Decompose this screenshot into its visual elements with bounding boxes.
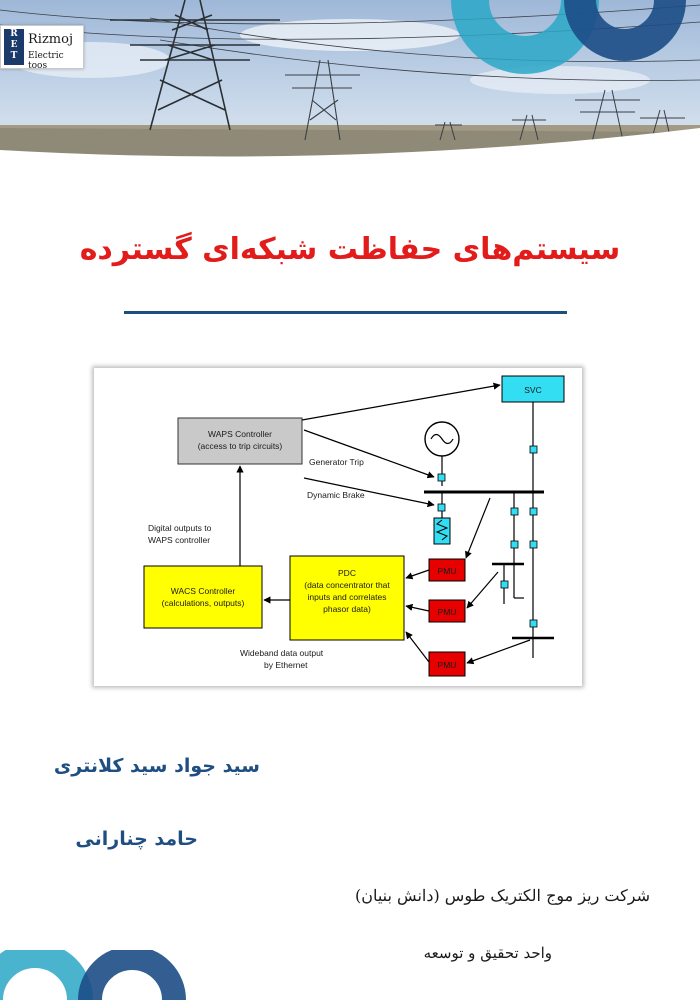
wacs-title: WACS Controller (170, 586, 236, 596)
footer-decoration (0, 950, 220, 1004)
bus-to-pmu2-arrow (467, 572, 498, 608)
pmu2-to-pdc-arrow (406, 606, 429, 611)
wams-diagram (94, 368, 582, 686)
author-first: سید جواد سید کلانتری (53, 755, 260, 777)
department-name: واحد تحقیق و توسعه (423, 944, 552, 962)
footer-rings (0, 950, 220, 1000)
company-logo (0, 25, 84, 69)
logo-letter: R (10, 29, 18, 39)
pmu3-to-pdc-arrow (406, 632, 429, 662)
waps-title: WAPS Controller (208, 429, 272, 439)
bus-to-pmu1-arrow (466, 498, 490, 558)
wideband-label-2: by Ethernet (264, 660, 308, 670)
digital-outputs-label-1: Digital outputs to (148, 523, 212, 533)
pdc-line-2: inputs and correlates (307, 592, 387, 602)
power-towers-photo (0, 0, 700, 170)
logo-letter: T (10, 51, 18, 61)
waps-subtitle: (access to trip circuits) (197, 441, 283, 451)
svc-label: SVC (524, 385, 542, 395)
dynamic-brake-resistor (434, 518, 450, 544)
pdc-line-3: phasor data) (323, 604, 371, 614)
wacs-controller-box (144, 566, 262, 628)
pmu-label-3: PMU (437, 660, 457, 670)
wams-diagram-svg (94, 368, 582, 686)
logo-mark (4, 29, 24, 65)
logo-name: Rizmoj (28, 32, 73, 47)
author-second: حامد چنارانی (75, 828, 198, 850)
company-name: شرکت ریز موج الکتریک طوس (دانش بنیان) (354, 886, 650, 905)
generator-trip-label: Generator Trip (309, 457, 364, 467)
pdc-line-1: (data concentrator that (304, 580, 390, 590)
pdc-title: PDC (338, 568, 356, 578)
dynamic-brake-label: Dynamic Brake (307, 490, 365, 500)
wacs-subtitle: (calculations, outputs) (161, 598, 245, 608)
header-banner (0, 0, 700, 170)
waps-to-svc-arrow (302, 385, 500, 420)
generator-trip-arrow (304, 430, 434, 477)
pmu1-to-pdc-arrow (406, 570, 429, 578)
document-title: سیستم‌های حفاظت شبکه‌ای گسترده (79, 232, 621, 267)
digital-outputs-label-2: WAPS controller (148, 535, 211, 545)
title-divider (124, 311, 567, 314)
bus-to-pmu3-arrow (467, 640, 530, 663)
logo-subtitle: Electric toos (28, 51, 64, 71)
pmu-label-1: PMU (437, 566, 457, 576)
pmu-label-2: PMU (437, 607, 457, 617)
logo-letter: E (10, 40, 18, 50)
wideband-label-1: Wideband data output (240, 648, 324, 658)
